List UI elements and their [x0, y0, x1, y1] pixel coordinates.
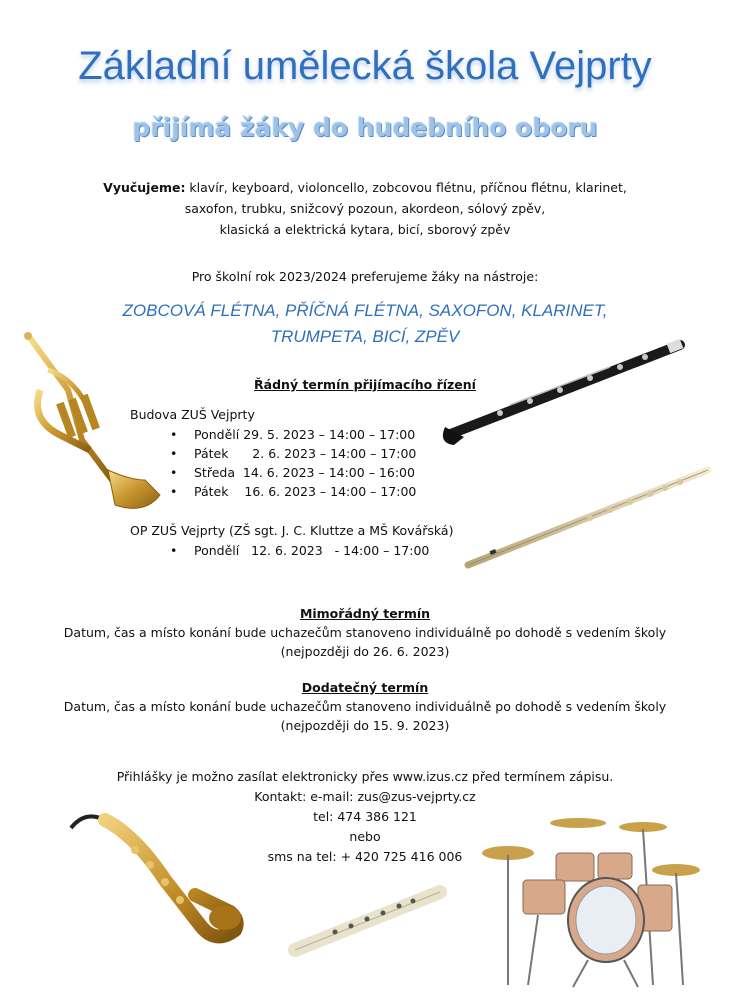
- flute-image: [460, 460, 715, 575]
- regular-dates-list-2: [170, 541, 429, 560]
- contact-email: Kontakt: e-mail: zus@zus-vejprty.cz: [254, 789, 476, 804]
- regular-dates-list-1: [170, 425, 416, 501]
- teaching-text-1: klavír, keyboard, violoncello, zobcovou flétnu, příčnou flétnu, klarinet,: [185, 180, 627, 195]
- saxophone-image: [65, 800, 245, 950]
- extraordinary-text: Datum, čas a místo konání bude uchazečům stanoveno individuálně po dohodě s vedením školy: [63, 625, 667, 640]
- building-1: Budova ZUŠ Vejprty: [130, 407, 255, 422]
- contact-line-1: Přihlášky je možno zasílat elektronicky přes www.izus.cz před termínem zápisu.: [116, 769, 614, 784]
- extraordinary-deadline: (nejpozději do 26. 6. 2023): [280, 644, 450, 659]
- teaching-line-2: saxofon, trubku, snižcový pozoun, akordeon, sólový zpěv,: [184, 201, 546, 216]
- page-subtitle: přijímá žáky do hudebního oboru: [132, 113, 598, 142]
- date-item: • Pátek 2. 6. 2023 – 14:00 – 17:00: [170, 444, 416, 463]
- contact-phone: tel: 474 386 121: [313, 809, 417, 824]
- contact-or: nebo: [349, 829, 381, 844]
- additional-heading: Dodatečný termín: [301, 680, 429, 695]
- teaching-block: [0, 177, 730, 240]
- additional-deadline: (nejpozději do 15. 9. 2023): [280, 718, 450, 733]
- page-title: Základní umělecká škola Vejprty: [78, 44, 652, 88]
- preferred-instruments-line-2: TRUMPETA, BICÍ, ZPĚV: [270, 327, 460, 346]
- teaching-line-1: [0, 177, 730, 198]
- date-item: • Pondělí 29. 5. 2023 – 14:00 – 17:00: [170, 425, 416, 444]
- extraordinary-heading: Mimořádný termín: [299, 606, 431, 621]
- teaching-line-3: klasická a elektrická kytara, bicí, sborový zpěv: [219, 222, 511, 237]
- regular-term-heading: Řádný termín přijímacího řízení: [254, 377, 476, 392]
- additional-text: Datum, čas a místo konání bude uchazečům stanoveno individuálně po dohodě s vedením školy: [63, 699, 667, 714]
- recorder-image: [285, 880, 450, 960]
- preference-text: Pro školní rok 2023/2024 preferujeme žáky na nástroje:: [191, 269, 539, 284]
- date-item: • Středa 14. 6. 2023 – 14:00 – 16:00: [170, 463, 416, 482]
- clarinet-image: [440, 335, 690, 455]
- trumpet-image: [20, 330, 165, 520]
- drum-kit-image: [478, 815, 713, 995]
- date-item: • Pátek 16. 6. 2023 – 14:00 – 17:00: [170, 482, 416, 501]
- contact-sms: sms na tel: + 420 725 416 006: [267, 849, 463, 864]
- teaching-label: Vyučujeme:: [103, 180, 186, 195]
- date-item: • Pondělí 12. 6. 2023 - 14:00 – 17:00: [170, 541, 429, 560]
- preferred-instruments-line-1: ZOBCOVÁ FLÉTNA, PŘÍČNÁ FLÉTNA, SAXOFON, KLARINET,: [122, 301, 608, 320]
- building-2: OP ZUŠ Vejprty (ZŠ sgt. J. C. Kluttze a MŠ Kovářská): [130, 523, 454, 538]
